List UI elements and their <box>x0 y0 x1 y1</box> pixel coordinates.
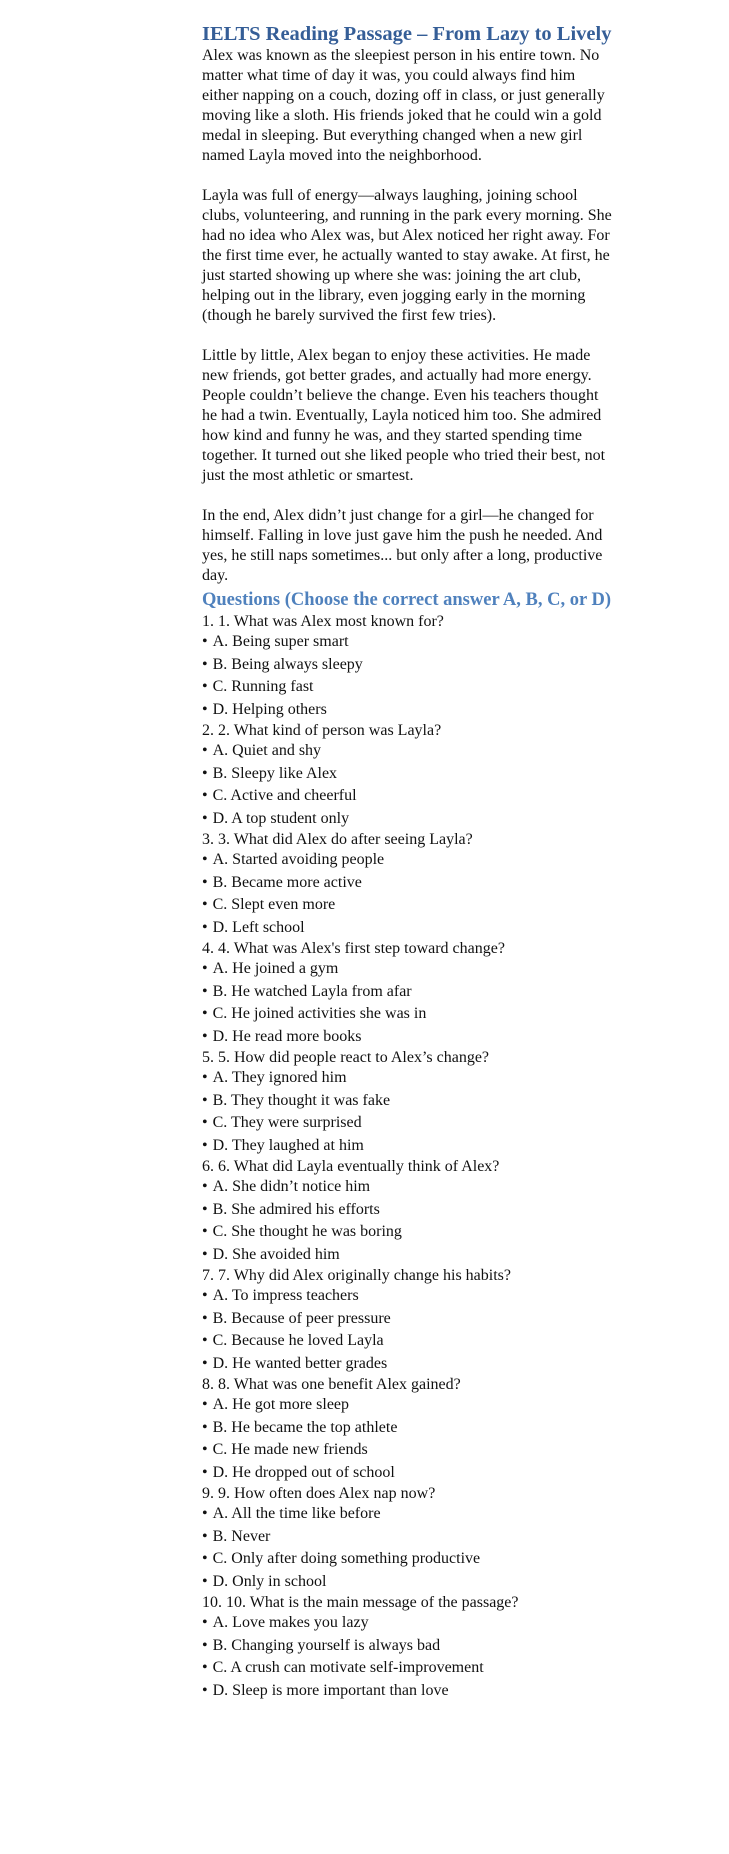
answer-option <box>202 872 612 895</box>
answer-option-label: C. He joined activities she was in <box>212 1005 427 1022</box>
question-block <box>202 612 612 721</box>
bullet-icon: • <box>202 1178 208 1195</box>
answer-option-label: D. Sleep is more important than love <box>212 1681 449 1699</box>
answer-option-label: B. She admired his efforts <box>212 1200 380 1218</box>
answer-option-label: D. She avoided him <box>212 1245 340 1263</box>
passage-paragraph: In the end, Alex didn’t just change for a girl—he changed for himself. Falling in love just gave him the push he needed. And yes, he still naps sometimes... but only after a long, productive day. <box>202 507 603 584</box>
document-page <box>202 22 612 1702</box>
bullet-icon: • <box>202 1659 208 1676</box>
answer-option-label: C. Active and cheerful <box>212 787 357 804</box>
answer-option <box>202 1285 612 1308</box>
question-block <box>202 1593 612 1702</box>
answer-option <box>202 1439 612 1462</box>
answer-option-label: D. Only in school <box>212 1572 327 1590</box>
question-text: 8. 8. What was one benefit Alex gained? <box>202 1376 461 1393</box>
answer-option-label: B. He watched Layla from afar <box>212 982 412 1000</box>
answer-option-label: A. Quiet and shy <box>212 742 322 759</box>
questions-heading: Questions (Choose the correct answer A, B, C, or D) <box>202 590 612 610</box>
answer-option-label: A. Started avoiding people <box>212 851 385 868</box>
questions-list <box>202 612 612 1702</box>
answer-option-label: B. Because of peer pressure <box>212 1309 391 1327</box>
bullet-icon: • <box>202 1136 208 1154</box>
answer-option-label: C. She thought he was boring <box>212 1223 402 1240</box>
answer-option-label: B. Became more active <box>212 873 362 891</box>
answer-option <box>202 1221 612 1244</box>
answer-option-label: C. Only after doing something productive <box>212 1550 481 1567</box>
question-text: 6. 6. What did Layla eventually think of Alex? <box>202 1158 500 1175</box>
answer-option <box>202 1003 612 1026</box>
answer-option-label: D. He dropped out of school <box>212 1463 395 1481</box>
bullet-icon: • <box>202 633 208 650</box>
bullet-icon: • <box>202 1527 208 1545</box>
bullet-icon: • <box>202 1309 208 1327</box>
answer-option <box>202 1657 612 1680</box>
question-block <box>202 1048 612 1157</box>
bullet-icon: • <box>202 1463 208 1481</box>
answer-option <box>202 1308 612 1331</box>
bullet-icon: • <box>202 960 208 977</box>
bullet-icon: • <box>202 700 208 718</box>
bullet-icon: • <box>202 1572 208 1590</box>
question-block <box>202 939 612 1048</box>
bullet-icon: • <box>202 1550 208 1567</box>
answer-option-label: A. He got more sleep <box>212 1396 350 1413</box>
answer-option <box>202 1394 612 1417</box>
answer-option-label: A. Being super smart <box>212 633 349 650</box>
bullet-icon: • <box>202 1636 208 1654</box>
question-text: 5. 5. How did people react to Alex’s change? <box>202 1049 490 1066</box>
bullet-icon: • <box>202 1114 208 1131</box>
answer-option-label: C. Running fast <box>212 678 314 695</box>
bullet-icon: • <box>202 1027 208 1045</box>
bullet-icon: • <box>202 1441 208 1458</box>
bullet-icon: • <box>202 655 208 673</box>
question-block <box>202 1375 612 1484</box>
answer-option <box>202 785 612 808</box>
answer-option <box>202 1135 612 1158</box>
answer-option-label: A. He joined a gym <box>212 960 339 977</box>
question-block <box>202 1157 612 1266</box>
bullet-icon: • <box>202 809 208 827</box>
question-block <box>202 721 612 830</box>
bullet-icon: • <box>202 982 208 1000</box>
bullet-icon: • <box>202 1223 208 1240</box>
question-block <box>202 830 612 939</box>
bullet-icon: • <box>202 1287 208 1304</box>
answer-option <box>202 1462 612 1485</box>
passage-paragraph: Little by little, Alex began to enjoy these activities. He made new friends, got better grades, and actually had more energy. People couldn’t believe the change. Even his teachers thought he had a twin. Eventually, Layla noticed him too. She admired how kind and funny he was, and they started spending time together. It turned out she liked people who tried their best, not just the most athletic or smartest. <box>202 347 606 484</box>
bullet-icon: • <box>202 764 208 782</box>
answer-option-label: A. All the time like before <box>212 1505 381 1522</box>
answer-option-label: C. A crush can motivate self-improvement <box>212 1659 484 1676</box>
answer-option <box>202 763 612 786</box>
bullet-icon: • <box>202 1332 208 1349</box>
bullet-icon: • <box>202 1245 208 1263</box>
bullet-icon: • <box>202 1354 208 1372</box>
answer-option-label: D. They laughed at him <box>212 1136 364 1154</box>
answer-option <box>202 917 612 940</box>
passage-paragraph: Layla was full of energy—always laughing, joining school clubs, volunteering, and running in the park every morning. She had no idea who Alex was, but Alex noticed her right away. For the first time ever, he actually wanted to stay awake. At first, he just started showing up where she was: joining the art club, helping out in the library, even jogging early in the morning (though he barely survived the first few tries). <box>202 187 612 324</box>
answer-option <box>202 631 612 654</box>
bullet-icon: • <box>202 1614 208 1631</box>
answer-option <box>202 849 612 872</box>
passage-paragraph: Alex was known as the sleepiest person in his entire town. No matter what time of day it was, you could always find him either napping on a couch, dozing off in class, or just generally moving like a sloth. His friends joked that he could win a gold medal in sleeping. But everything changed when a new girl named Layla moved into the neighborhood. <box>202 47 605 164</box>
answer-option-label: C. They were surprised <box>212 1114 362 1131</box>
answer-option <box>202 1503 612 1526</box>
answer-option-label: B. Sleepy like Alex <box>212 764 338 782</box>
answer-option <box>202 740 612 763</box>
answer-option-label: A. To impress teachers <box>212 1287 359 1304</box>
bullet-icon: • <box>202 1396 208 1413</box>
bullet-icon: • <box>202 1200 208 1218</box>
answer-option-label: C. Slept even more <box>212 896 336 913</box>
question-text: 10. 10. What is the main message of the passage? <box>202 1594 519 1611</box>
answer-option-label: A. Love makes you lazy <box>212 1614 369 1631</box>
bullet-icon: • <box>202 1005 208 1022</box>
passage-title: IELTS Reading Passage – From Lazy to Lively <box>202 23 612 45</box>
answer-option <box>202 981 612 1004</box>
answer-option-label: D. A top student only <box>212 809 350 827</box>
bullet-icon: • <box>202 1091 208 1109</box>
bullet-icon: • <box>202 851 208 868</box>
answer-option <box>202 1090 612 1113</box>
bullet-icon: • <box>202 1069 208 1086</box>
question-text: 9. 9. How often does Alex nap now? <box>202 1485 436 1502</box>
answer-option <box>202 894 612 917</box>
bullet-icon: • <box>202 1505 208 1522</box>
answer-option <box>202 1176 612 1199</box>
question-text: 1. 1. What was Alex most known for? <box>202 613 444 630</box>
answer-option <box>202 808 612 831</box>
answer-option <box>202 1067 612 1090</box>
answer-option <box>202 1199 612 1222</box>
bullet-icon: • <box>202 896 208 913</box>
answer-option <box>202 1571 612 1594</box>
bullet-icon: • <box>202 1418 208 1436</box>
answer-option-label: D. He read more books <box>212 1027 362 1045</box>
answer-option <box>202 1417 612 1440</box>
answer-option-label: A. They ignored him <box>212 1069 347 1086</box>
answer-option <box>202 1635 612 1658</box>
answer-option <box>202 958 612 981</box>
bullet-icon: • <box>202 742 208 759</box>
answer-option-label: B. They thought it was fake <box>212 1091 391 1109</box>
answer-option <box>202 1548 612 1571</box>
answer-option-label: D. Helping others <box>212 700 327 718</box>
answer-option <box>202 1112 612 1135</box>
answer-option <box>202 1680 612 1703</box>
answer-option-label: C. He made new friends <box>212 1441 368 1458</box>
answer-option <box>202 1026 612 1049</box>
question-block <box>202 1266 612 1375</box>
bullet-icon: • <box>202 918 208 936</box>
answer-option <box>202 1612 612 1635</box>
bullet-icon: • <box>202 787 208 804</box>
question-text: 3. 3. What did Alex do after seeing Layla? <box>202 831 473 848</box>
answer-option <box>202 1353 612 1376</box>
answer-option <box>202 1526 612 1549</box>
answer-option <box>202 1330 612 1353</box>
bullet-icon: • <box>202 678 208 695</box>
answer-option <box>202 699 612 722</box>
answer-option <box>202 654 612 677</box>
answer-option <box>202 1244 612 1267</box>
answer-option-label: B. Being always sleepy <box>212 655 363 673</box>
answer-option-label: C. Because he loved Layla <box>212 1332 384 1349</box>
answer-option-label: A. She didn’t notice him <box>212 1178 371 1195</box>
passage-body <box>202 46 612 586</box>
answer-option-label: B. He became the top athlete <box>212 1418 398 1436</box>
answer-option-label: B. Changing yourself is always bad <box>212 1636 441 1654</box>
answer-option-label: D. He wanted better grades <box>212 1354 388 1372</box>
bullet-icon: • <box>202 873 208 891</box>
answer-option-label: D. Left school <box>212 918 305 936</box>
question-block <box>202 1484 612 1593</box>
answer-option-label: B. Never <box>212 1527 271 1545</box>
question-text: 7. 7. Why did Alex originally change his habits? <box>202 1267 511 1284</box>
answer-option <box>202 676 612 699</box>
bullet-icon: • <box>202 1681 208 1699</box>
question-text: 2. 2. What kind of person was Layla? <box>202 722 442 739</box>
question-text: 4. 4. What was Alex's first step toward change? <box>202 940 505 957</box>
